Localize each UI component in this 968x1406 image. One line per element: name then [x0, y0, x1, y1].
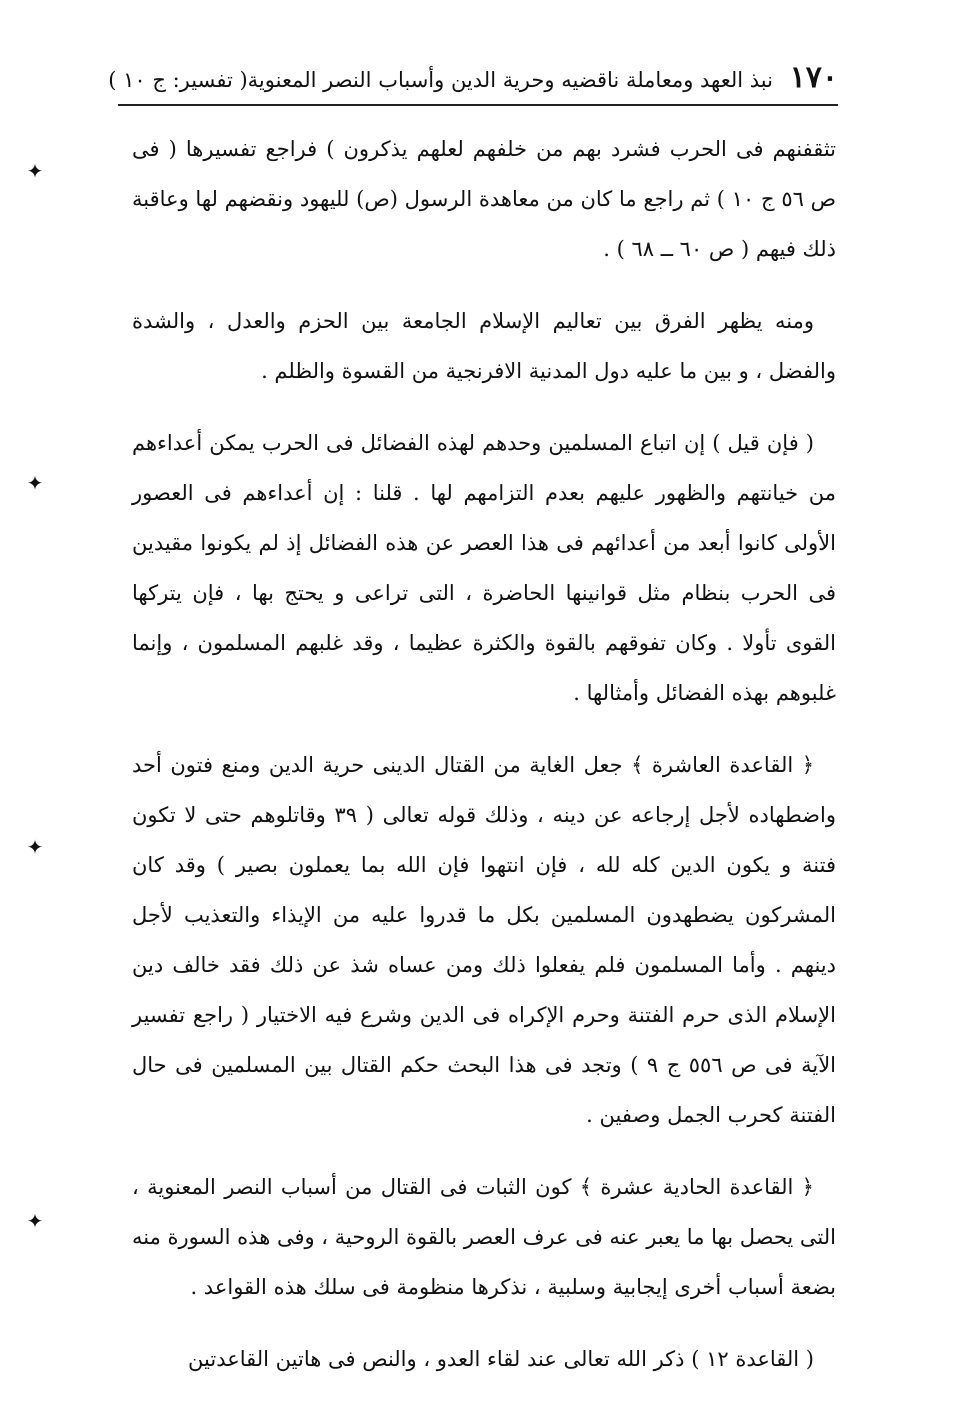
binding-hole-mark: ✦ [26, 1209, 44, 1233]
paragraph-5: ﴿ القاعدة الحادية عشرة ﴾ كون الثبات فى القتال من أسباب النصر المعنوية ، التى يحصل بها ما يعبر عنه فى عرف العصر بالقوة الروحية ، وفى هذه السورة منه بضعة أسباب أخرى إيجابية وسلبية ، نذكرها منظومة فى سلك هذه القواعد . [132, 1175, 836, 1299]
paragraph-1: تثقفنهم فى الحرب فشرد بهم من خلفهم لعلهم يذكرون ) فراجع تفسيرها ( فى ص ٥٦ ج ١٠ ) ثم راجع ما كان من معاهدة الرسول (ص) لليهود ونقضهم لها وعاقبة ذلك فيهم ( ص ٦٠ ــ ٦٨ ) . [132, 137, 836, 261]
paragraph-4: ﴿ القاعدة العاشرة ﴾ جعل الغاية من القتال الدينى حرية الدين ومنع فتون أحد واضطهاده لأجل إرجاعه عن دينه ، وذلك قوله تعالى ( ٣٩ وقاتلوهم حتى لا تكون فتنة و يكون الدين كله لله ، فإن انتهوا فإن الله بما يعملون بصير ) وقد كان المشركون يضطهدون المسلمين بكل ما قدروا عليه من الإيذاء والتعذيب لأجل دينهم . وأما المسلمون فلم يفعلوا ذلك ومن عساه شذ عن ذلك فقد خالف دين الإسلام الذى حرم الفتنة وحرم الإكراه فى الدين وشرع فيه الاختيار ( راجع تفسير الآية فى ص ٥٥٦ ج ٩ ) وتجد فى هذا البحث حكم القتال بين المسلمين فى حال الفتنة كحرب الجمل وصفين . [132, 753, 837, 1127]
header-rule [118, 104, 838, 106]
binding-hole-mark: ✦ [26, 471, 44, 495]
binding-hole-mark: ✦ [26, 159, 44, 183]
running-title: نبذ العهد ومعاملة ناقضيه وحرية الدين وأسباب النصر المعنوية( تفسير: ج ١٠ ) [108, 68, 773, 92]
running-header [108, 58, 838, 98]
binding-hole-mark: ✦ [26, 835, 44, 859]
body-text [132, 124, 836, 1406]
paragraph-2: ومنه يظهر الفرق بين تعاليم الإسلام الجامعة بين الحزم والعدل ، والشدة والفضل ، و بين ما عليه دول المدنية الافرنجية من القسوة والظلم . [132, 309, 836, 383]
page-number: ١٧٠ [789, 60, 838, 95]
paragraph-6: ( القاعدة ١٢ ) ذكر الله تعالى عند لقاء العدو ، والنص فى هاتين القاعدتين [188, 1347, 814, 1371]
paragraph-3: ( فإن قيل ) إن اتباع المسلمين وحدهم لهذه الفضائل فى الحرب يمكن أعداءهم من خيانتهم والظهور عليهم بعدم التزامهم لها . قلنا : إن أعداءهم فى العصور الأولى كانوا أبعد من أعدائهم فى هذا العصر عن هذه الفضائل إذ لم يكونوا مقيدين فى الحرب بنظام مثل قوانينها الحاضرة ، التى تراعى و يحتج بها ، فإن يتركها القوى تأولا . وكان تفوقهم بالقوة والكثرة عظيما ، وقد غلبهم المسلمون ، وإنما غلبوهم بهذه الفضائل وأمثالها . [132, 431, 836, 705]
